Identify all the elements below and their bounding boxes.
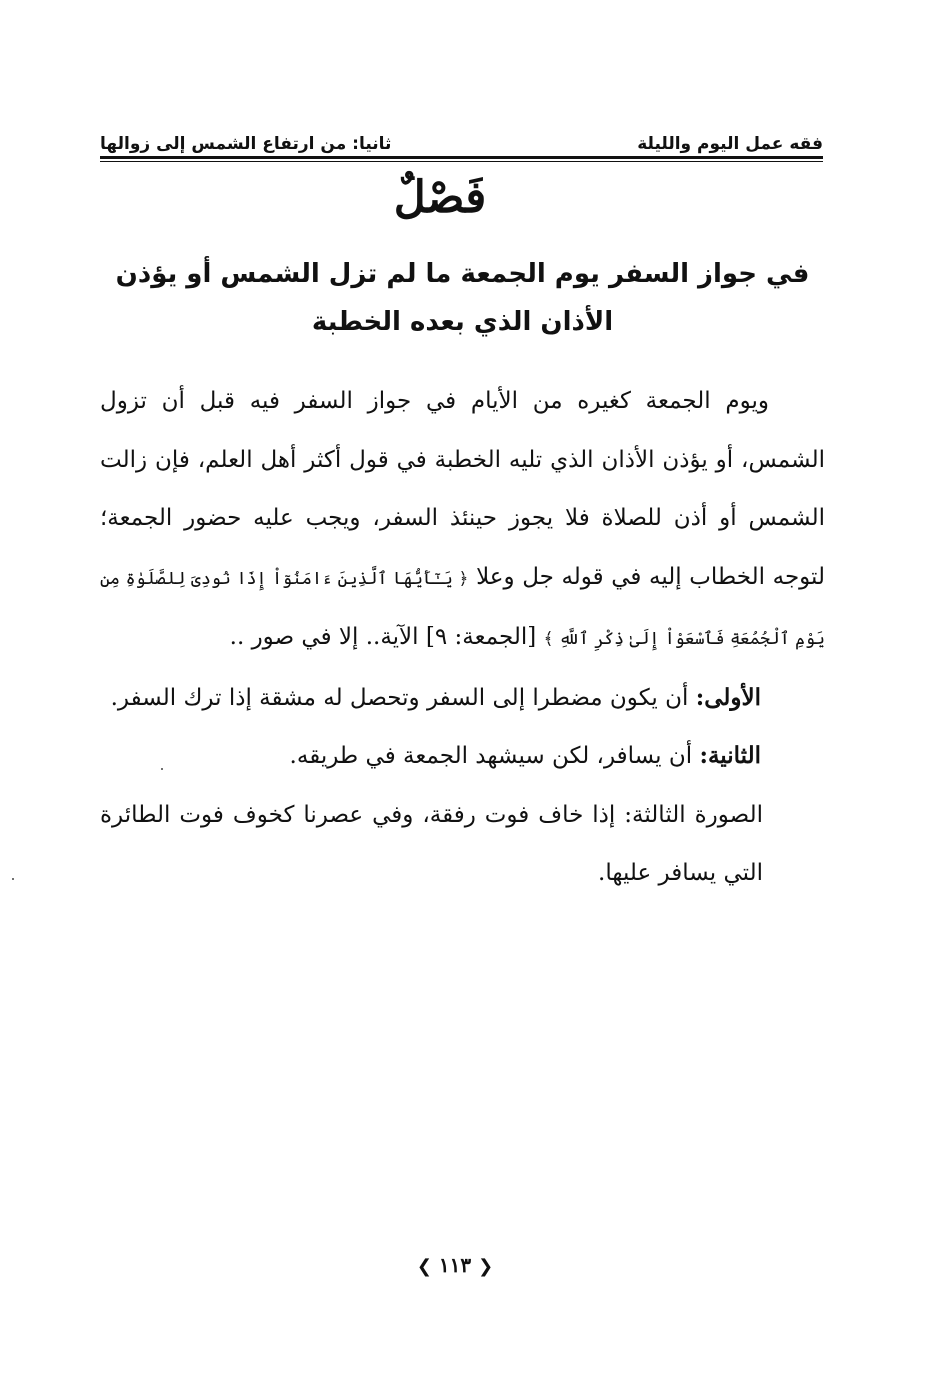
verse-reference: [الجمعة: ٩] [425, 624, 537, 650]
header-rule [100, 156, 823, 159]
page-number-value: ١١٣ [438, 1253, 472, 1277]
section-heading-word: فَصْلٌ [393, 172, 487, 223]
case-second [100, 727, 825, 786]
case-third-text: الصورة الثالثة: إذا خاف فوت رفقة، وفي عصرنا كخوف فوت الطائرة التي يسافر عليها. [100, 801, 763, 886]
quran-verse: ﴿ يَـٰٓأَيُّهَا ٱلَّذِينَ ءَامَنُوٓاْ إِذَا نُودِىَ لِلصَّلَوٰةِ مِن يَوْمِ ٱلْجُمُعَةِ فَٱسْعَوْاْ إِلَىٰ ذِكْرِ ٱللَّهِ ﴾ [100, 568, 825, 649]
chapter-title: ثانيا: من ارتفاع الشمس إلى زوالها [100, 134, 392, 154]
section-title: في جواز السفر يوم الجمعة ما لم تزل الشمس أو يؤذن الأذان الذي بعده الخطبة [115, 259, 810, 337]
scan-speck [161, 768, 163, 770]
case-third [100, 786, 825, 903]
case-first-text: أن يكون مضطرا إلى السفر وتحصل له مشقة إذا ترك السفر. [110, 684, 689, 711]
paragraph-intro [100, 372, 825, 669]
case-second-text: أن يسافر، لكن سيشهد الجمعة في طريقه. [289, 743, 693, 769]
ornament-left-icon: ❮ [416, 1256, 432, 1277]
case-first-label: الأولى: [695, 683, 761, 711]
running-header [100, 128, 823, 154]
scan-speck [12, 878, 14, 880]
paragraph-intro-outro: الآية.. إلا في صور .. [229, 624, 419, 650]
header-rule-thin [100, 161, 823, 162]
ornament-right-icon: ❯ [478, 1256, 494, 1277]
case-second-label: الثانية: [699, 742, 761, 769]
case-first [100, 669, 825, 728]
body-text [100, 372, 825, 903]
page-number [0, 1253, 910, 1277]
book-title: فقه عمل اليوم والليلة [637, 134, 823, 154]
paragraph-intro-text: ويوم الجمعة كغيره من الأيام في جواز السفر فيه قبل أن تزول الشمس، أو يؤذن الأذان الذي تليه الخطبة في قول أكثر أهل العلم، فإن زالت الشمس أو أذن للصلاة فلا يجوز حينئذ السفر، ويجب عليه حضور الجمعة؛ لتوجه الخطاب إليه في قوله جل وعلا [100, 388, 825, 590]
